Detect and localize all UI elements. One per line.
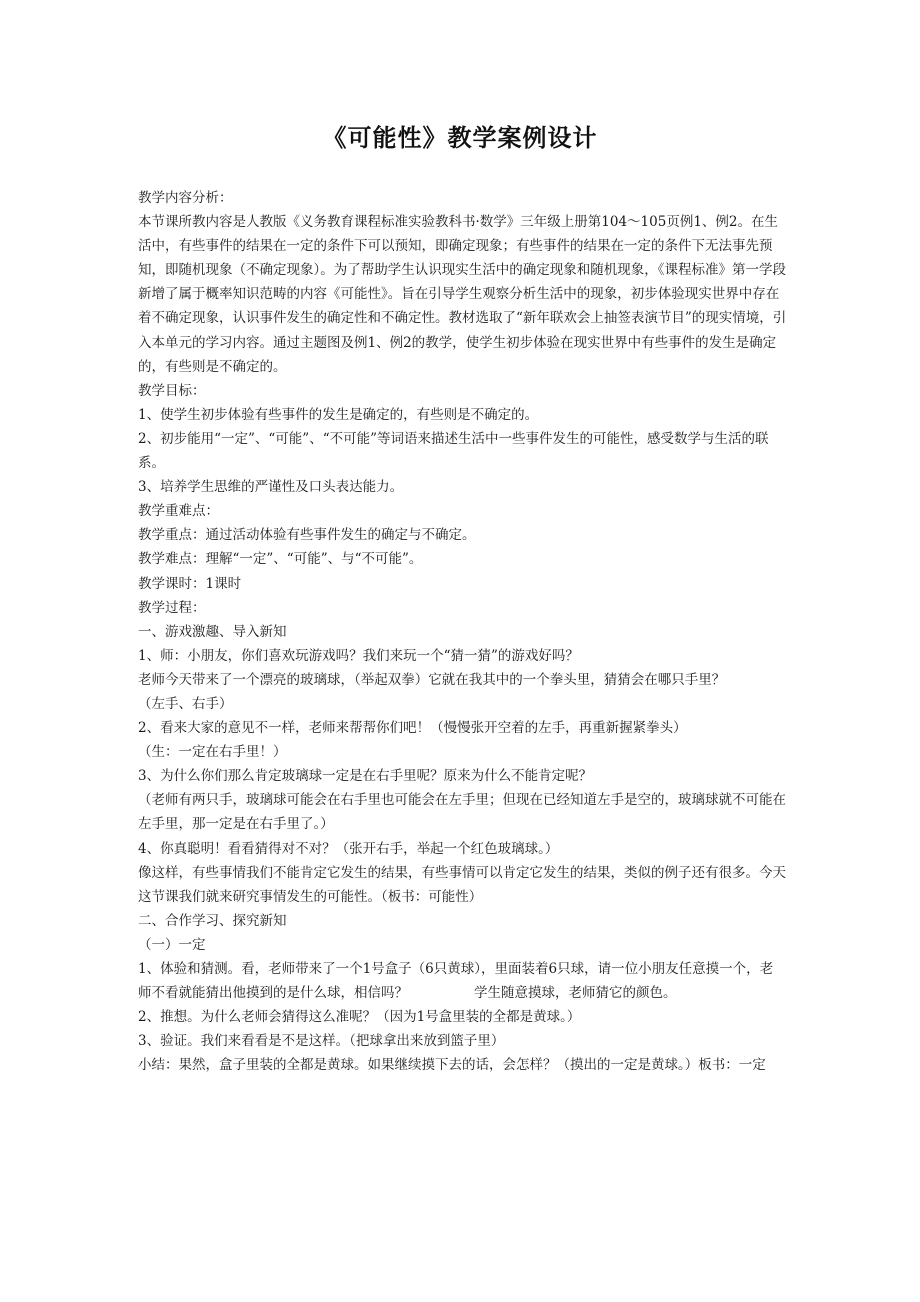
paragraph: （生：一定在右手里！） bbox=[138, 744, 287, 761]
document-body bbox=[138, 186, 788, 1077]
paragraph: 3、验证。我们来看看是不是这样。（把球拿出来放到篮子里） bbox=[138, 1033, 505, 1050]
paragraph: 老师今天带来了一个漂亮的玻璃球，（举起双拳）它就在我其中的一个拳头里，猜猜会在哪只手里？ bbox=[138, 671, 726, 688]
paragraph bbox=[138, 981, 788, 1005]
section-heading: 教学重难点： bbox=[138, 503, 219, 520]
paragraph: 本节课所教内容是人教版《义务教育课程标准实验教科书·数学》三年级上册第104～105页例1、例2。在生活中，有些事件的结果在一定的条件下可以预知，即确定现象；有些事件的结果在一定的条件下无法事先预知，即随机现象（不确定现象）。为了帮助学生认识现实生活中的确定现象和随机现象，《课程标准》第一学段新增了属于概率知识范畴的内容《可能性》。旨在引导学生观察分析生活中的现象，初步体验现实世界中存在着不确定现象，认识事件发生的确定性和不确定性。教材选取了“新年联欢会上抽签表演节目”的现实情境，引入本单元的学习内容。通过主题图及例1、例2的教学，使学生初步体验在现实世界中有些事件的发生是确定的，有些则是不确定的。 bbox=[138, 214, 787, 375]
paragraph: 2、推想。为什么老师会猜得这么准呢？（因为1号盒里装的全都是黄球。） bbox=[138, 1009, 581, 1026]
paragraph: 教学课时：1课时 bbox=[138, 575, 242, 592]
section-heading: 教学内容分析： bbox=[138, 190, 233, 206]
paragraph: 教学重点：通过活动体验有些事件发生的确定与不确定。 bbox=[138, 527, 476, 544]
paragraph: 2、看来大家的意见不一样，老师来帮帮你们吧！（慢慢张开空着的左手，再重新握紧拳头） bbox=[138, 720, 687, 737]
section-heading: 教学过程： bbox=[138, 599, 206, 616]
list-item: 1、使学生初步体验有些事件的发生是确定的，有些则是不确定的。 bbox=[138, 406, 539, 423]
paragraph: 这节课我们就来研究事情发生的可能性。（板书：可能性） bbox=[138, 888, 483, 905]
paragraph-text: 学生随意摸球，老师猜它的颜色。 bbox=[474, 985, 677, 1002]
paragraph: （老师有两只手，玻璃球可能会在右手里也可能会在左手里；但现在已经知道左手是空的，玻璃球就不可能在 bbox=[138, 792, 786, 809]
list-item: 2、初步能用“一定”、“可能”、“不可能”等词语来描述生活中一些事件发生的可能性，感受数学与生活的联系。 bbox=[138, 430, 769, 472]
paragraph: （左手、右手） bbox=[138, 695, 233, 712]
paragraph: 教学难点：理解“一定”、“可能”、与“不可能”。 bbox=[138, 551, 423, 568]
list-item: 3、培养学生思维的严谨性及口头表达能力。 bbox=[138, 479, 404, 496]
paragraph: 小结：果然，盒子里装的全都是黄球。如果继续摸下去的话，会怎样？（摸出的一定是黄球。）板书：一定 bbox=[138, 1057, 766, 1074]
paragraph-text: 师不看就能猜出他摸到的是什么球，相信吗？ bbox=[138, 985, 408, 1002]
document-title: 《可能性》教学案例设计 bbox=[322, 123, 598, 152]
subsection-heading: 一、游戏激趣、导入新知 bbox=[138, 623, 287, 640]
paragraph: 1、师：小朋友，你们喜欢玩游戏吗？我们来玩一个“猜一猜”的游戏好吗？ bbox=[138, 647, 579, 664]
subsection-heading: 二、合作学习、探究新知 bbox=[138, 912, 287, 929]
subsection-heading: （一）一定 bbox=[138, 936, 206, 953]
section-heading: 教学目标： bbox=[138, 382, 206, 399]
paragraph: 4、你真聪明！看看猜得对不对？（张开右手，举起一个红色玻璃球。） bbox=[138, 840, 559, 857]
paragraph: 3、为什么你们那么肯定玻璃球一定是在右手里呢？原来为什么不能肯定呢？ bbox=[138, 768, 593, 785]
paragraph: 1、体验和猜测。看，老师带来了一个1号盒子（6只黄球），里面装着6只球，请一位小朋友任意摸一个，老 bbox=[138, 961, 774, 977]
paragraph: 左手里，那一定是在右手里了。） bbox=[138, 816, 334, 833]
paragraph: 像这样，有些事情我们不能肯定它发生的结果，有些事情可以肯定它发生的结果，类似的例子还有很多。今天 bbox=[138, 864, 786, 881]
